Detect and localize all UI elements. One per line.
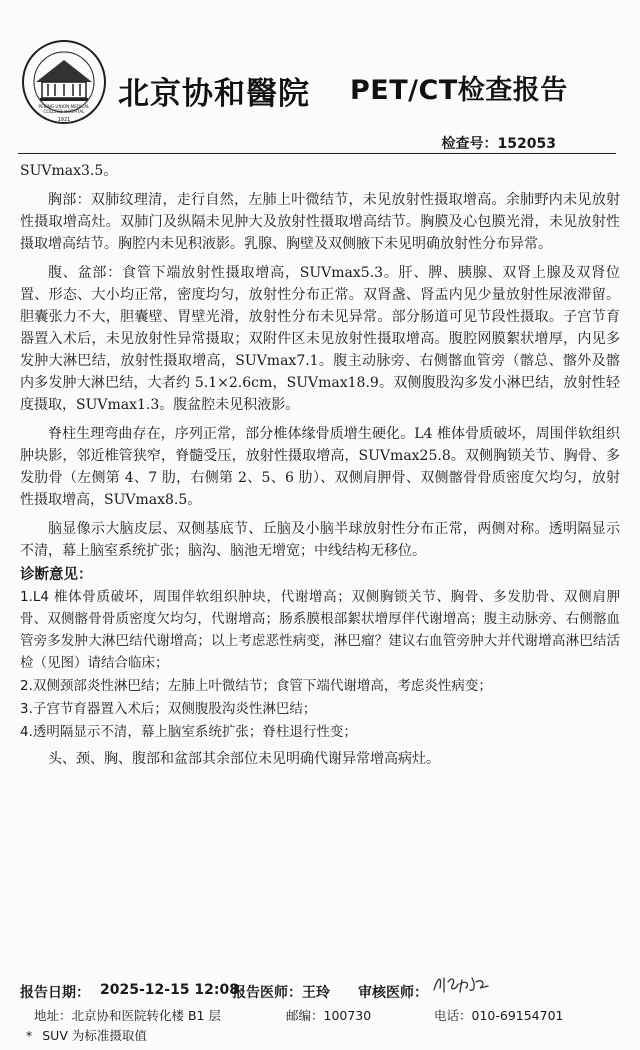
footnote	[26, 1026, 620, 1044]
report-date-value: 2025-12-15 12:08	[100, 982, 239, 998]
header-divider	[18, 153, 616, 154]
report-body	[20, 160, 620, 770]
diagnosis-item: 3.子宫节育器置入术后；双侧腹股沟炎性淋巴结；	[20, 701, 317, 717]
report-header	[20, 38, 620, 128]
report-date-label: 报告日期：	[20, 985, 90, 1001]
report-signoff-row	[20, 982, 620, 1006]
reporting-doctor-name: 王玲	[302, 985, 330, 1001]
footnote-text: SUV 为标准摄取值	[42, 1028, 147, 1043]
footnote-star: *	[26, 1028, 33, 1043]
findings-brain: 脑显像示大脑皮层、双侧基底节、丘脑及小脑半球放射性分布正常，两侧对称。透明隔显示不清，幕上脑室系统扩张；脑沟、脑池无增宽；中线结构无移位。	[20, 521, 620, 559]
hospital-phone: 电话：010-69154701	[434, 1008, 564, 1023]
diagnosis-item: 4.透明隔显示不清，幕上脑室系统扩张；脊柱退行性变；	[20, 724, 357, 740]
exam-number-label: 检查号：	[441, 136, 498, 152]
findings-suv-line: SUVmax3.5。	[20, 163, 118, 179]
findings-abdomen-pelvis: 腹、盆部：食管下端放射性摄取增高，SUVmax5.3。肝、脾、胰腺、双肾上腺及双肾位置、形态、大小均正常，密度均匀，放射性分布正常。双肾盏、肾盂内见少量放射性尿液滞留。胆囊张力不大，胆囊壁、胃壁光滑，放射性分布未见异常。部分肠道可见节段性摄取。子宫节育器置入术后，未见放射性异常摄取；双附件区未见放射性摄取增高。腹腔网膜絮状增厚，内见多发肿大淋巴结，放射性摄取增高，SUVmax7.1。腹主动脉旁、右侧髂血管旁（髂总、髂外及髂内多发肿大淋巴结，大者约 5.1×2.6cm，SUVmax18.9。双侧腹股沟多发小淋巴结，放射性轻度摄取，SUVmax1.3。腹盆腔未见积液影。	[20, 265, 620, 413]
svg-text:1921: 1921	[57, 117, 71, 123]
hospital-address: 地址：北京协和医院转化楼 B1 层	[34, 1008, 221, 1023]
hospital-contact-row	[34, 1006, 620, 1024]
findings-spine: 脊柱生理弯曲存在，序列正常，部分椎体缘骨质增生硬化。L4 椎体骨质破坏，周围伴软组织肿块影，邻近椎管狭窄，脊髓受压，放射性摄取增高，SUVmax25.8。双侧胸锁关节、胸骨、多发肋骨（左侧第 4、7 肋，右侧第 2、5、6 肋）、双侧肩胛骨、双侧髂骨骨质密度欠均匀，放射性摄取增高，SUVmax8.5。	[20, 426, 620, 508]
svg-text:COLLEGE HOSPITAL: COLLEGE HOSPITAL	[43, 109, 85, 114]
report-title: PET/CT检查报告	[350, 75, 568, 106]
exam-number	[442, 133, 556, 153]
svg-text:PEKING UNION MEDICAL: PEKING UNION MEDICAL	[38, 104, 90, 109]
reviewing-doctor-label: 审核医师：	[358, 985, 428, 1001]
diagnosis-closing: 头、颈、胸、腹部和盆部其余部位未见明确代谢异常增高病灶。	[48, 751, 440, 767]
exam-number-value: 152053	[497, 136, 556, 152]
report-footer	[20, 982, 620, 1044]
hospital-seal-logo	[20, 38, 108, 126]
reviewer-signature	[430, 970, 490, 998]
findings-chest: 胸部：双肺纹理清，走行自然，左肺上叶微结节，未见放射性摄取增高。余肺野内未见放射性摄取增高灶。双肺门及纵隔未见肿大及放射性摄取增高结节。胸膜及心包膜光滑，未见放射性摄取增高结节。胸腔内未见积液影。乳腺、胸壁及双侧腋下未见明确放射性分布异常。	[20, 192, 620, 252]
diagnosis-item: 1.L4 椎体骨质破坏，周围伴软组织肿块，代谢增高；双侧胸锁关节、胸骨、多发肋骨、双侧肩胛骨、双侧髂骨骨质密度欠均匀，代谢增高；肠系膜根部絮状增厚伴代谢增高；腹主动脉旁、右侧髂血管旁多发肿大淋巴结代谢增高；以上考虑恶性病变，淋巴瘤？建议右血管旁肿大并代谢增高淋巴结活检（见图）请结合临床；	[20, 589, 620, 671]
reporting-doctor-label: 报告医师：	[232, 985, 302, 1001]
diagnosis-title: 诊断意见：	[20, 567, 93, 583]
hospital-name: 北京协和醫院	[118, 76, 310, 112]
diagnosis-item: 2.双侧颈部炎性淋巴结；左肺上叶微结节；食管下端代谢增高，考虑炎性病变；	[20, 678, 492, 694]
hospital-postcode: 邮编：100730	[286, 1008, 372, 1023]
